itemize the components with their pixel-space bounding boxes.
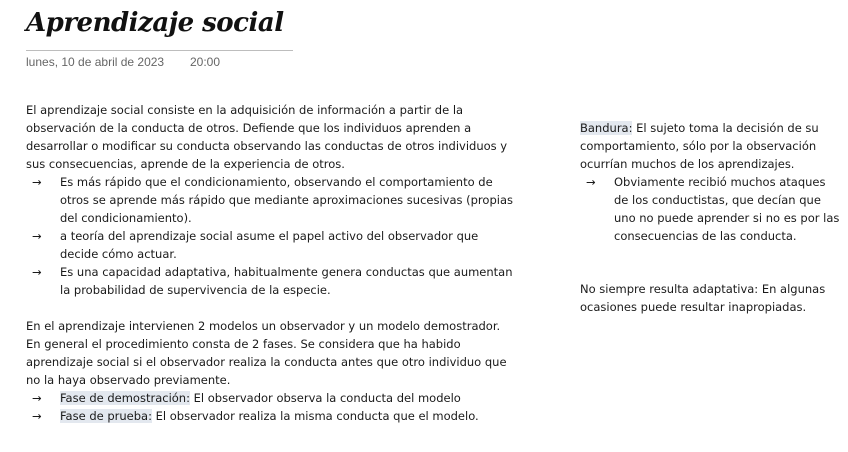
title-underline (26, 50, 293, 51)
bullet-text: Obviamente recibió muchos ataques de los conductistas, que decían que uno no puede aprender si no es por las consecuencias de las conducta. (614, 175, 840, 243)
list-item[interactable] (26, 173, 518, 227)
bandura-label: Bandura: (580, 121, 633, 135)
note-container-intro[interactable] (26, 101, 518, 299)
note-container-bandura[interactable] (580, 119, 842, 245)
list-item[interactable] (26, 227, 518, 263)
bullet-text: Es más rápido que el condicionamiento, observando el comportamiento de otros se aprende más rápido que mediante aproximaciones sucesivas (propias del condicionamiento). (60, 175, 513, 225)
list-item[interactable] (26, 263, 518, 299)
models-paragraph[interactable]: En el aprendizaje intervienen 2 modelos un observador y un modelo demostrador. En general el procedimiento consta de 2 fases. Se considera que ha habido aprendizaje social si el observador realiza la conducta antes que otro individuo que no la haya observado previamente. (26, 319, 507, 387)
arrow-bullet-icon: → (32, 229, 42, 243)
phase-text: El observador observa la conducta del modelo (189, 391, 461, 405)
bullet-text: a teoría del aprendizaje social asume el papel activo del observador que decide cómo actuar. (60, 229, 479, 261)
note-time: 20:00 (190, 55, 221, 69)
bandura-paragraph[interactable] (580, 119, 842, 173)
arrow-bullet-icon: → (32, 409, 42, 423)
intro-paragraph[interactable]: El aprendizaje social consiste en la adquisición de información a partir de la observación de la conducta de otros. Defiende que los individuos aprenden a desarrollar o modificar su conducta observando las conductas de otros individuos y sus consecuencias, aprende de la experiencia de otros. (26, 103, 508, 171)
adaptive-paragraph[interactable]: No siempre resulta adaptativa: En algunas ocasiones puede resultar inapropiadas. (580, 282, 826, 314)
bandura-text: El sujeto toma la decisión de su comportamiento, sólo por la observación ocurrían muchos de los aprendizajes. (580, 121, 819, 171)
list-item[interactable] (26, 389, 518, 407)
arrow-bullet-icon: → (32, 175, 42, 189)
phase-label-prueba: Fase de prueba: (60, 409, 152, 423)
arrow-bullet-icon: → (32, 265, 42, 279)
phase-label-demostracion: Fase de demostración: (60, 391, 190, 405)
bullet-text: Es una capacidad adaptativa, habitualmente genera conductas que aumentan la probabilidad de supervivencia de la especie. (60, 265, 513, 297)
list-item[interactable] (26, 407, 518, 425)
list-item[interactable] (580, 173, 842, 245)
note-container-models[interactable] (26, 317, 518, 425)
arrow-bullet-icon: → (586, 175, 596, 189)
page-title[interactable]: Aprendizaje social (26, 8, 284, 38)
phase-text: El observador realiza la misma conducta que el modelo. (151, 409, 479, 423)
note-date: lunes, 10 de abril de 2023 (26, 55, 165, 69)
arrow-bullet-icon: → (32, 391, 42, 405)
note-container-adaptive[interactable] (580, 280, 842, 316)
